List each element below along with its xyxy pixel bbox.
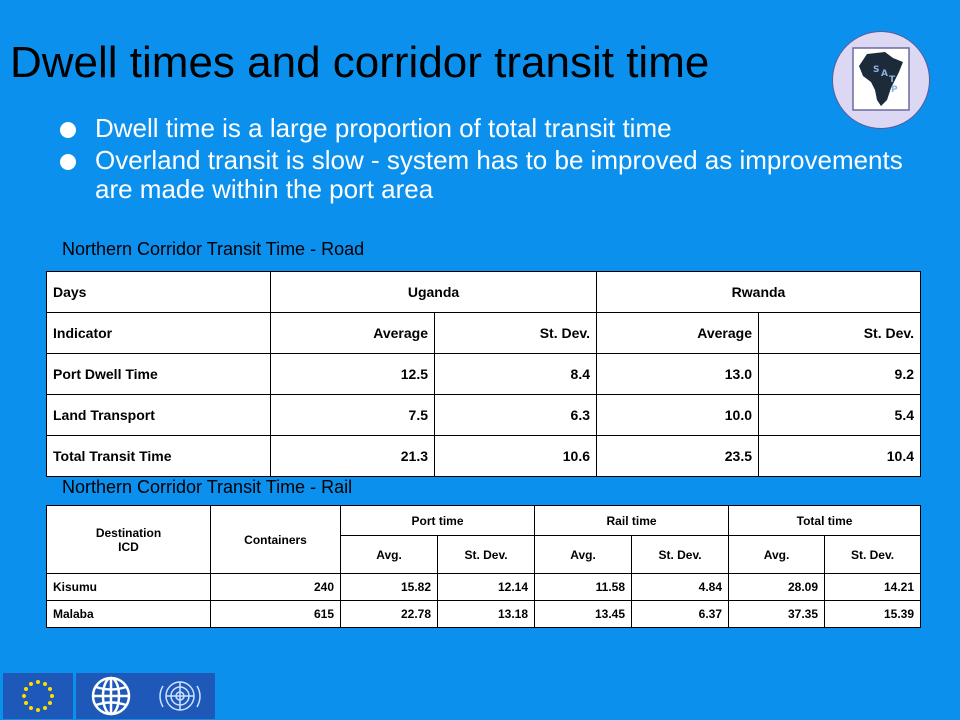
rail-transit-table	[46, 505, 921, 628]
road-transit-table	[46, 271, 921, 477]
average-header: Average	[271, 313, 435, 354]
row-label: Kisumu	[47, 574, 211, 601]
icd-label: ICD	[118, 539, 139, 554]
table-cell: 5.4	[759, 395, 921, 436]
table-cell: 13.0	[597, 354, 759, 395]
svg-text:S: S	[873, 65, 880, 75]
table-cell: 7.5	[271, 395, 435, 436]
table-cell: 615	[211, 601, 341, 628]
table-cell: 12.14	[438, 574, 535, 601]
stdev-header: St. Dev.	[825, 536, 921, 574]
table-cell: 11.58	[535, 574, 632, 601]
table-cell: 15.82	[341, 574, 438, 601]
table-cell: 13.45	[535, 601, 632, 628]
table-cell: 240	[211, 574, 341, 601]
port-time-header: Port time	[341, 506, 535, 536]
table-row	[47, 506, 921, 536]
svg-text:A: A	[881, 69, 888, 79]
stdev-header: St. Dev.	[632, 536, 729, 574]
table-row	[47, 354, 921, 395]
svg-text:T: T	[889, 75, 896, 85]
row-label: Port Dwell Time	[47, 354, 271, 395]
rail-time-header: Rail time	[535, 506, 729, 536]
table-cell: 10.4	[759, 436, 921, 477]
table-cell: 23.5	[597, 436, 759, 477]
table-cell: 10.6	[435, 436, 597, 477]
table-cell: 13.18	[438, 601, 535, 628]
table-cell: 14.21	[825, 574, 921, 601]
table-cell: 6.37	[632, 601, 729, 628]
average-header: Average	[597, 313, 759, 354]
containers-header: Containers	[211, 506, 341, 574]
avg-header: Avg.	[729, 536, 825, 574]
rail-table-caption: Northern Corridor Transit Time - Rail	[62, 477, 353, 497]
row-label: Total Transit Time	[47, 436, 271, 477]
row-label: Land Transport	[47, 395, 271, 436]
bullet-text: Overland transit is slow - system has to be improved as improvements are made within the port area	[95, 145, 903, 204]
table-cell: 10.0	[597, 395, 759, 436]
table-cell: 9.2	[759, 354, 921, 395]
bullet-dot-icon	[60, 154, 76, 170]
bullet-text: Dwell time is a large proportion of total transit time	[95, 113, 672, 143]
eu-flag-icon	[3, 673, 73, 719]
world-bank-globe-icon	[76, 673, 146, 719]
days-header: Days	[47, 272, 271, 313]
table-cell: 22.78	[341, 601, 438, 628]
table-row	[47, 272, 921, 313]
table-cell: 37.35	[729, 601, 825, 628]
total-time-header: Total time	[729, 506, 921, 536]
table-row	[47, 601, 921, 628]
bullet-list	[60, 114, 940, 207]
bullet-item	[60, 114, 940, 143]
destination-label: Destination	[95, 525, 162, 540]
avg-header: Avg.	[341, 536, 438, 574]
svg-text:P: P	[891, 85, 898, 95]
table-cell: 6.3	[435, 395, 597, 436]
avg-header: Avg.	[535, 536, 632, 574]
stdev-header: St. Dev.	[438, 536, 535, 574]
table-cell: 4.84	[632, 574, 729, 601]
uganda-header: Uganda	[271, 272, 597, 313]
row-label: Malaba	[47, 601, 211, 628]
bullet-item	[60, 146, 940, 204]
destination-header	[47, 506, 211, 574]
indicator-header: Indicator	[47, 313, 271, 354]
road-table-caption: Northern Corridor Transit Time - Road	[62, 239, 365, 259]
table-row	[47, 436, 921, 477]
table-cell: 12.5	[271, 354, 435, 395]
un-emblem-icon	[145, 673, 215, 719]
table-row	[47, 574, 921, 601]
bullet-dot-icon	[60, 122, 76, 138]
stdev-header: St. Dev.	[759, 313, 921, 354]
table-cell: 21.3	[271, 436, 435, 477]
stdev-header: St. Dev.	[435, 313, 597, 354]
table-row	[47, 395, 921, 436]
rwanda-header: Rwanda	[597, 272, 921, 313]
table-cell: 28.09	[729, 574, 825, 601]
table-cell: 8.4	[435, 354, 597, 395]
slide-title: Dwell times and corridor transit time	[10, 38, 710, 87]
table-row	[47, 313, 921, 354]
table-cell: 15.39	[825, 601, 921, 628]
